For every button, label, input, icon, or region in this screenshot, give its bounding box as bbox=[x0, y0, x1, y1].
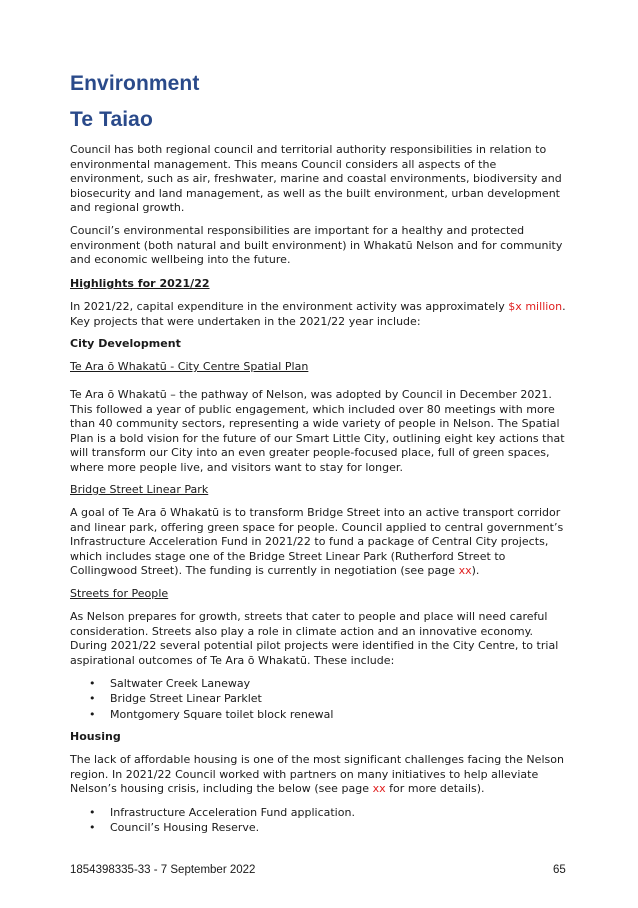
streets-for-people-list bbox=[70, 676, 570, 722]
housing-paragraph bbox=[70, 753, 570, 797]
capex-amount: $x million bbox=[508, 300, 563, 313]
spatial-plan-heading: Te Ara ō Whakatū - City Centre Spatial Plan bbox=[70, 360, 309, 373]
footer-page-number: 65 bbox=[553, 864, 566, 876]
list-item: • Infrastructure Acceleration Fund application. bbox=[70, 805, 570, 820]
page-subtitle: Te Taiao bbox=[70, 108, 153, 131]
bridge-street-page-ref: xx bbox=[458, 564, 472, 578]
spatial-plan-paragraph: Te Ara ō Whakatū – the pathway of Nelson, was adopted by Council in December 2021. This followed a year of public engagement, which included over 80 meetings with more than 40 community sectors, representing a wide variety of people in Nelson. The Spatial Plan is a bold vision for the future of our Smart Little City, outlining eight key actions that will transform our City into an even greater people-focused place, full of green spaces, where more people live, and visitors want to stay for longer. bbox=[70, 388, 565, 474]
page-title: Environment bbox=[70, 72, 200, 95]
city-development-heading: City Development bbox=[70, 337, 181, 350]
bridge-street-heading: Bridge Street Linear Park bbox=[70, 483, 209, 496]
highlights-text-before: In 2021/22, capital expenditure in the environment activity was approximately bbox=[70, 300, 509, 313]
highlights-text-after: . Key projects that were undertaken in the 2021/22 year include: bbox=[70, 300, 566, 328]
list-item: • Council’s Housing Reserve. bbox=[70, 820, 570, 835]
housing-heading: Housing bbox=[70, 730, 121, 743]
housing-list bbox=[70, 805, 570, 836]
list-item: • Saltwater Creek Laneway bbox=[70, 676, 570, 691]
bridge-street-text-after: ). bbox=[471, 564, 480, 578]
bridge-street-paragraph bbox=[70, 506, 570, 579]
intro-paragraph-2: Council’s environmental responsibilities are important for a healthy and protected environment (both natural and built environment) in Whakatū Nelson and for community and economic wellbeing into the future. bbox=[70, 224, 563, 267]
streets-for-people-paragraph: As Nelson prepares for growth, streets that cater to people and place will need careful consideration. Streets also play a role in climate action and an innovative economy. During 2021/22 several potential pilot projects were identified in the City Centre, to trial aspirational outcomes of Te Ara ō Whakatū. These include: bbox=[70, 610, 559, 667]
bridge-street-text-before: A goal of Te Ara ō Whakatū is to transform Bridge Street into an active transport corridor and linear park, offering green space for people. Council applied to central government’s Infrastructure Acceleration Fund in 2021/22 to fund a package of Central City projects, which includes stage one of the Bridge Street Linear Park (Rutherford Street to Collingwood Street). The funding is currently in negotiation (see page bbox=[70, 506, 564, 578]
intro-paragraph-1: Council has both regional council and territorial authority responsibilities in relation to environmental management. This means Council considers all aspects of the environment, such as air, freshwater, marine and coastal environments, biodiversity and biosecurity and land management, as well as the built environment, urban development and regional growth. bbox=[70, 143, 562, 215]
highlights-heading: Highlights for 2021/22 bbox=[70, 277, 210, 290]
highlights-paragraph bbox=[70, 300, 570, 329]
list-item: • Montgomery Square toilet block renewal bbox=[70, 707, 570, 722]
housing-text-after: for more details). bbox=[385, 782, 485, 796]
list-item: • Bridge Street Linear Parklet bbox=[70, 691, 570, 706]
streets-for-people-heading: Streets for People bbox=[70, 587, 169, 600]
housing-page-ref: xx bbox=[372, 782, 386, 796]
footer-document-reference: 1854398335-33 - 7 September 2022 bbox=[70, 864, 256, 876]
housing-text-before: The lack of affordable housing is one of the most significant challenges facing the Nelson region. In 2021/22 Council worked with partners on many initiatives to help alleviate Nelson’s housing crisis, including the below (see page bbox=[70, 753, 565, 796]
